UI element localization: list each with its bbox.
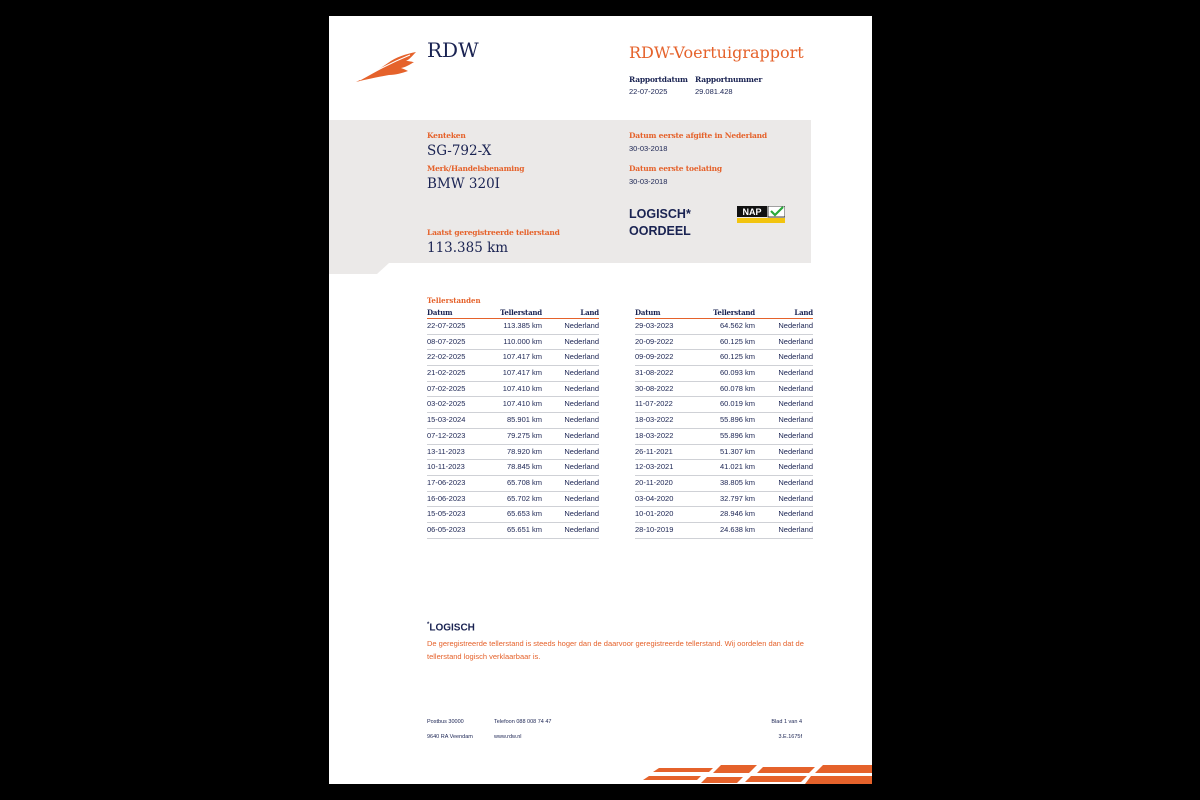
table-row bbox=[635, 460, 813, 476]
brand-name: RDW bbox=[427, 38, 479, 62]
report-title: RDW-Voertuigrapport bbox=[629, 43, 804, 62]
report-number-block bbox=[695, 75, 762, 96]
table-row bbox=[427, 335, 599, 351]
cell-date: 08-07-2025 bbox=[427, 336, 466, 346]
cell-reading: 79.275 km bbox=[506, 430, 542, 440]
cell-reading: 113.385 km bbox=[503, 321, 542, 330]
cell-country: Nederland bbox=[564, 477, 599, 487]
table-row bbox=[635, 445, 813, 461]
footnote-marker: * bbox=[427, 622, 430, 628]
cell-reading: 107.417 km bbox=[502, 368, 542, 378]
plate-label: Kenteken bbox=[427, 131, 466, 140]
cell-reading: 51.307 km bbox=[719, 446, 755, 456]
cell-date: 21-02-2025 bbox=[427, 368, 466, 378]
col-country-header: Land bbox=[794, 308, 813, 317]
cell-country: Nederland bbox=[564, 352, 599, 362]
footnote-title-text: LOGISCH bbox=[429, 622, 475, 634]
cell-country: Nederland bbox=[778, 352, 813, 362]
cell-reading: 65.702 km bbox=[506, 493, 542, 503]
table-row bbox=[427, 445, 599, 461]
cell-date: 10-11-2023 bbox=[427, 462, 465, 472]
odometer-label: Laatst geregistreerde tellerstand bbox=[427, 228, 560, 237]
col-country-header: Land bbox=[580, 308, 599, 317]
footer-address1: Postbus 30000 bbox=[427, 719, 464, 725]
cell-date: 29-03-2023 bbox=[635, 321, 674, 330]
make-label: Merk/Handelsbenaming bbox=[427, 164, 525, 173]
footer-code: 3.E.1675f bbox=[778, 734, 802, 740]
cell-reading: 107.410 km bbox=[502, 399, 542, 409]
cell-date: 22-02-2025 bbox=[427, 352, 466, 362]
cell-country: Nederland bbox=[778, 430, 813, 440]
make-block bbox=[427, 164, 524, 192]
cell-country: Nederland bbox=[564, 524, 599, 534]
cell-country: Nederland bbox=[564, 446, 599, 456]
cell-reading: 60.078 km bbox=[719, 383, 755, 393]
report-date-block bbox=[629, 75, 688, 96]
col-date-header: Datum bbox=[635, 308, 661, 317]
cell-date: 13-11-2023 bbox=[427, 446, 465, 456]
cell-reading: 24.638 km bbox=[719, 524, 755, 534]
table-row bbox=[635, 492, 813, 508]
cell-date: 16-06-2023 bbox=[427, 493, 466, 503]
table-row bbox=[427, 523, 599, 539]
verdict-line1: LOGISCH* bbox=[629, 207, 691, 221]
table-row bbox=[427, 397, 599, 413]
first-admission-block bbox=[629, 164, 722, 186]
cell-date: 18-03-2022 bbox=[635, 415, 674, 425]
cell-reading: 65.708 km bbox=[506, 477, 542, 487]
cell-date: 26-11-2021 bbox=[635, 446, 673, 456]
cell-country: Nederland bbox=[564, 493, 599, 503]
table-row bbox=[427, 366, 599, 382]
cell-date: 06-05-2023 bbox=[427, 524, 466, 534]
cell-date: 20-09-2022 bbox=[635, 336, 674, 346]
cell-country: Nederland bbox=[778, 368, 813, 378]
table-row bbox=[635, 397, 813, 413]
cell-reading: 64.562 km bbox=[719, 321, 755, 330]
cell-reading: 110.000 km bbox=[503, 336, 542, 346]
odometer-value: 113.385 km bbox=[427, 240, 509, 256]
cell-reading: 55.896 km bbox=[719, 415, 755, 425]
cell-reading: 60.093 km bbox=[719, 368, 755, 378]
cell-country: Nederland bbox=[778, 415, 813, 425]
cell-country: Nederland bbox=[564, 430, 599, 440]
footer-web[interactable]: www.rdw.nl bbox=[494, 734, 522, 740]
cell-country: Nederland bbox=[778, 509, 813, 519]
cell-country: Nederland bbox=[778, 446, 813, 456]
cell-reading: 78.920 km bbox=[506, 446, 542, 456]
col-date-header: Datum bbox=[427, 308, 453, 317]
table-row bbox=[427, 319, 599, 335]
cell-date: 20-11-2020 bbox=[635, 477, 673, 487]
cell-country: Nederland bbox=[778, 462, 813, 472]
cell-date: 10-01-2020 bbox=[635, 509, 674, 519]
cell-country: Nederland bbox=[564, 336, 599, 346]
cell-date: 30-08-2022 bbox=[635, 383, 674, 393]
table-row bbox=[427, 492, 599, 508]
footer-page: Blad 1 van 4 bbox=[771, 719, 802, 725]
cell-country: Nederland bbox=[778, 383, 813, 393]
table-row bbox=[635, 507, 813, 523]
cell-reading: 60.125 km bbox=[719, 352, 755, 362]
verdict-line2: OORDEEL bbox=[629, 224, 691, 238]
plate-block bbox=[427, 131, 491, 159]
table-header bbox=[427, 307, 599, 319]
nap-text: NAP bbox=[742, 207, 762, 217]
cell-date: 12-03-2021 bbox=[635, 462, 674, 472]
cell-reading: 55.896 km bbox=[719, 430, 755, 440]
col-reading-header: Tellerstand bbox=[500, 308, 542, 317]
cell-reading: 107.410 km bbox=[502, 383, 542, 393]
cell-date: 07-02-2025 bbox=[427, 383, 466, 393]
readings-table-right bbox=[635, 307, 813, 539]
cell-date: 07-12-2023 bbox=[427, 430, 466, 440]
table-row bbox=[427, 460, 599, 476]
cell-date: 31-08-2022 bbox=[635, 368, 674, 378]
cell-date: 11-07-2022 bbox=[635, 399, 673, 409]
cell-country: Nederland bbox=[564, 383, 599, 393]
table-row bbox=[635, 319, 813, 335]
table-row bbox=[635, 366, 813, 382]
cell-date: 09-09-2022 bbox=[635, 352, 674, 362]
footnote-text: De geregistreerde tellerstand is steeds hoger dan de daarvoor geregistreerde tellerstand. Wij oordelen dan dat de tellerstand logisch verklaarbaar is. bbox=[427, 639, 804, 661]
first-nl-block bbox=[629, 131, 767, 153]
table-row bbox=[635, 335, 813, 351]
table-row bbox=[635, 350, 813, 366]
cell-date: 17-06-2023 bbox=[427, 477, 466, 487]
table-row bbox=[427, 350, 599, 366]
table-row bbox=[427, 476, 599, 492]
panel-tab-shape bbox=[329, 263, 389, 274]
report-date-label: Rapportdatum bbox=[629, 75, 688, 84]
cell-date: 28-10-2019 bbox=[635, 524, 674, 534]
cell-date: 22-07-2025 bbox=[427, 321, 466, 330]
col-reading-header: Tellerstand bbox=[713, 308, 755, 317]
cell-country: Nederland bbox=[778, 493, 813, 503]
first-nl-label: Datum eerste afgifte in Nederland bbox=[629, 131, 767, 140]
table-row bbox=[427, 382, 599, 398]
cell-country: Nederland bbox=[778, 336, 813, 346]
report-number-label: Rapportnummer bbox=[695, 75, 763, 84]
cell-country: Nederland bbox=[778, 524, 813, 534]
cell-reading: 85.901 km bbox=[506, 415, 542, 425]
odometer-block bbox=[427, 228, 560, 256]
table-row bbox=[427, 429, 599, 445]
table-header bbox=[635, 307, 813, 319]
table-row bbox=[427, 413, 599, 429]
table-row bbox=[427, 507, 599, 523]
report-number: 29.081.428 bbox=[695, 87, 733, 96]
first-nl-value: 30-03-2018 bbox=[629, 144, 668, 153]
table-row bbox=[635, 523, 813, 539]
decorative-stripes-icon bbox=[639, 764, 872, 784]
report-page bbox=[329, 16, 872, 784]
cell-reading: 60.125 km bbox=[719, 336, 755, 346]
rdw-logo-icon bbox=[354, 50, 418, 84]
cell-reading: 38.805 km bbox=[719, 477, 755, 487]
cell-date: 18-03-2022 bbox=[635, 430, 674, 440]
cell-date: 03-02-2025 bbox=[427, 399, 466, 409]
cell-reading: 78.845 km bbox=[506, 462, 542, 472]
cell-country: Nederland bbox=[778, 399, 813, 409]
first-admission-value: 30-03-2018 bbox=[629, 177, 668, 186]
cell-reading: 107.417 km bbox=[502, 352, 542, 362]
cell-reading: 41.021 km bbox=[719, 462, 755, 472]
cell-reading: 60.019 km bbox=[719, 399, 755, 409]
first-admission-label: Datum eerste toelating bbox=[629, 164, 722, 173]
verdict bbox=[629, 206, 691, 240]
cell-country: Nederland bbox=[564, 415, 599, 425]
cell-country: Nederland bbox=[564, 509, 599, 519]
cell-country: Nederland bbox=[564, 321, 599, 330]
readings-title: Tellerstanden bbox=[427, 296, 481, 305]
cell-country: Nederland bbox=[778, 321, 813, 330]
footnote-title bbox=[427, 622, 475, 633]
cell-date: 15-05-2023 bbox=[427, 509, 466, 519]
cell-reading: 65.653 km bbox=[506, 509, 542, 519]
cell-reading: 28.946 km bbox=[719, 509, 755, 519]
cell-date: 15-03-2024 bbox=[427, 415, 466, 425]
table-row bbox=[635, 476, 813, 492]
report-date: 22-07-2025 bbox=[629, 87, 668, 96]
make-value: BMW 320I bbox=[427, 176, 501, 192]
table-row bbox=[635, 429, 813, 445]
footer-address2: 9640 RA Veendam bbox=[427, 734, 473, 740]
footer-phone: Telefoon 088 008 74 47 bbox=[494, 719, 552, 725]
table-row bbox=[635, 413, 813, 429]
plate-value: SG-792-X bbox=[427, 143, 492, 159]
cell-country: Nederland bbox=[564, 462, 599, 472]
table-row bbox=[635, 382, 813, 398]
cell-date: 03-04-2020 bbox=[635, 493, 674, 503]
cell-country: Nederland bbox=[564, 368, 599, 378]
cell-reading: 65.651 km bbox=[506, 524, 542, 534]
readings-table-left bbox=[427, 307, 599, 539]
cell-country: Nederland bbox=[564, 399, 599, 409]
cell-reading: 32.797 km bbox=[719, 493, 755, 503]
cell-country: Nederland bbox=[778, 477, 813, 487]
nap-badge-icon bbox=[737, 206, 785, 223]
